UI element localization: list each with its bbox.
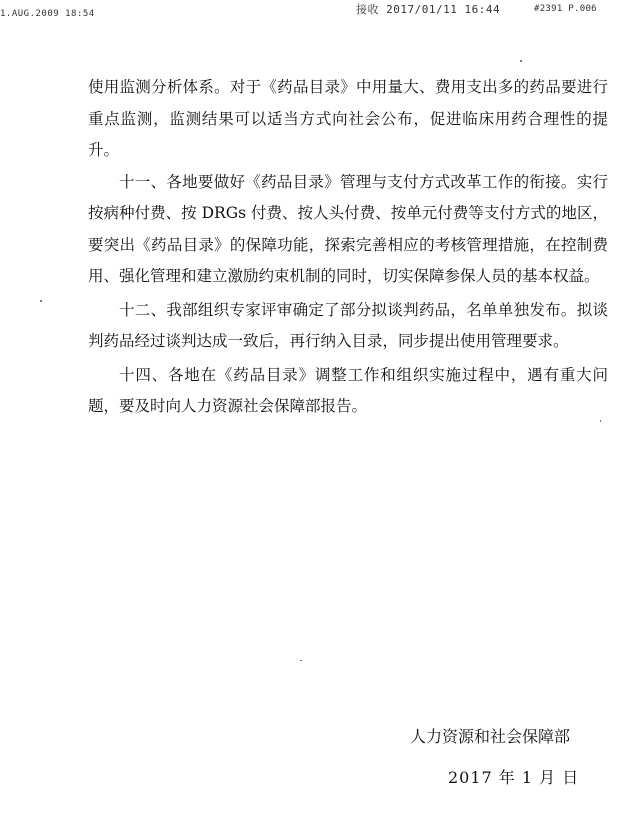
signing-date: 2017 年 1 月 日 — [448, 768, 580, 787]
paragraph-item-14: 十四、各地在《药品目录》调整工作和组织实施过程中，遇有重大问题，要及时向人力资源社会保障部报告。 — [88, 365, 608, 415]
fax-page-number: #2391 P.006 — [534, 4, 597, 14]
paragraph-item-11: 十一、各地要做好《药品目录》管理与支付方式改革工作的衔接。实行按病种付费、按 DRGs 付费、按人头付费、按单元付费等支付方式的地区，要突出《药品目录》的保障功能，探索完善相应的考核管理措施，在控制费用、强化管理和建立激励约束机制的同时，切实保障参保人员的基本权益。 — [88, 172, 608, 285]
fax-noise-speck — [520, 60, 522, 62]
fax-header — [0, 0, 640, 24]
paragraph-monitoring: 使用监测分析体系。对于《药品目录》中用量大、费用支出多的药品要进行重点监测，监测结果可以适当方式向社会公布，促进临床用药合理性的提升。 — [88, 78, 608, 159]
paragraph-item-12: 十二、我部组织专家评审确定了部分拟谈判药品，名单单独发布。拟谈判药品经过谈判达成一致后，再行纳入目录，同步提出使用管理要求。 — [88, 300, 608, 350]
document-body — [88, 72, 608, 423]
fax-noise-speck — [40, 300, 42, 302]
fax-noise-speck — [300, 660, 302, 661]
fax-timestamp-left: 1.AUG.2009 18:54 — [0, 9, 95, 19]
fax-noise-speck — [600, 420, 601, 422]
signing-organization: 人力资源和社会保障部 — [410, 727, 571, 746]
fax-received-stamp: 接收 2017/01/11 16:44 — [356, 3, 501, 16]
